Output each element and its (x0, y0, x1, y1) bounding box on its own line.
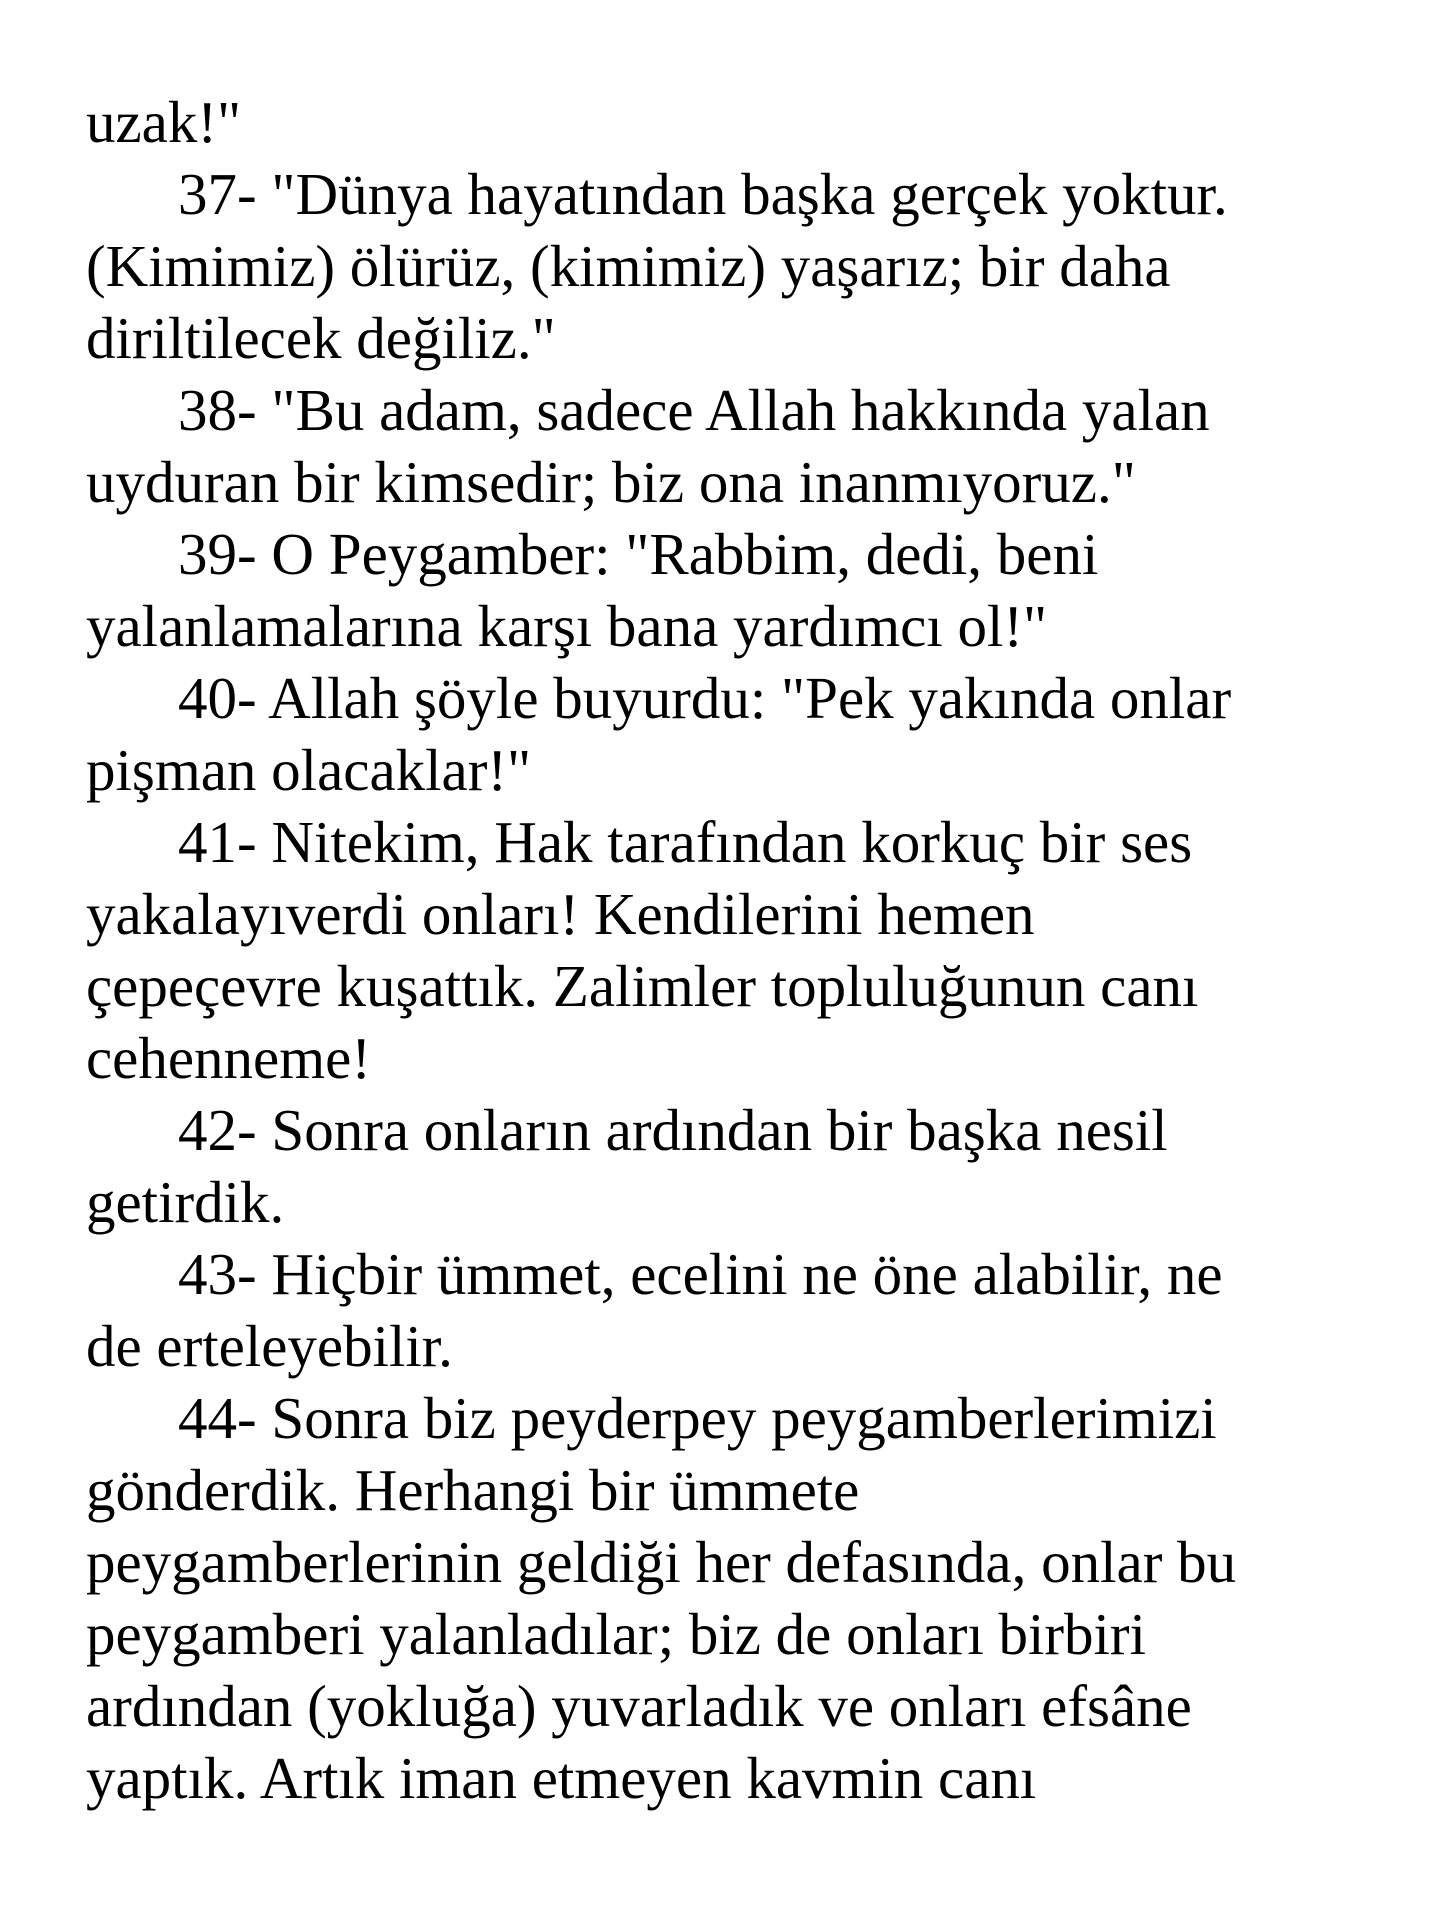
text-line: pişman olacaklar!" (86, 737, 532, 803)
text-line: gönderdik. Herhangi bir ümmete (86, 1457, 860, 1523)
text-line: yaptık. Artık iman etmeyen kavmin canı (86, 1745, 1037, 1811)
text-line: uzak!" (86, 89, 242, 155)
text-line: yalanlamalarına karşı bana yardımcı ol!" (86, 593, 1048, 659)
verse-39-start: 39- O Peygamber: "Rabbim, dedi, beni (178, 521, 1099, 587)
text-line: çepeçevre kuşattık. Zalimler topluluğunun canı (86, 953, 1199, 1019)
verse-43-start: 43- Hiçbir ümmet, ecelini ne öne alabilir, ne (178, 1241, 1223, 1307)
verse-44-start: 44- Sonra biz peyderpey peygamberlerimizi (178, 1385, 1217, 1451)
text-line: yakalayıverdi onları! Kendilerini hemen (86, 881, 1035, 947)
text-line: cehenneme! (86, 1025, 371, 1091)
verse-41-start: 41- Nitekim, Hak tarafından korkuç bir ses (178, 809, 1193, 875)
verse-42-start: 42- Sonra onların ardından bir başka nesil (178, 1097, 1168, 1163)
verse-38-start: 38- "Bu adam, sadece Allah hakkında yalan (178, 377, 1210, 443)
text-line: getirdik. (86, 1169, 285, 1235)
text-line: peygamberi yalanladılar; biz de onları birbiri (86, 1601, 1146, 1667)
document-page (86, 86, 1386, 1814)
text-line: de erteleyebilir. (86, 1313, 453, 1379)
text-line: diriltilecek değiliz." (86, 305, 556, 371)
text-line: peygamberlerinin geldiği her defasında, onlar bu (86, 1529, 1237, 1595)
text-line: uyduran bir kimsedir; biz ona inanmıyoruz." (86, 449, 1136, 515)
verse-37-start: 37- "Dünya hayatından başka gerçek yoktur. (178, 161, 1228, 227)
text-line: ardından (yokluğa) yuvarladık ve onları efsâne (86, 1673, 1192, 1739)
text-line: (Kimimiz) ölürüz, (kimimiz) yaşarız; bir daha (86, 233, 1171, 299)
verse-40-start: 40- Allah şöyle buyurdu: "Pek yakında onlar (178, 665, 1232, 731)
